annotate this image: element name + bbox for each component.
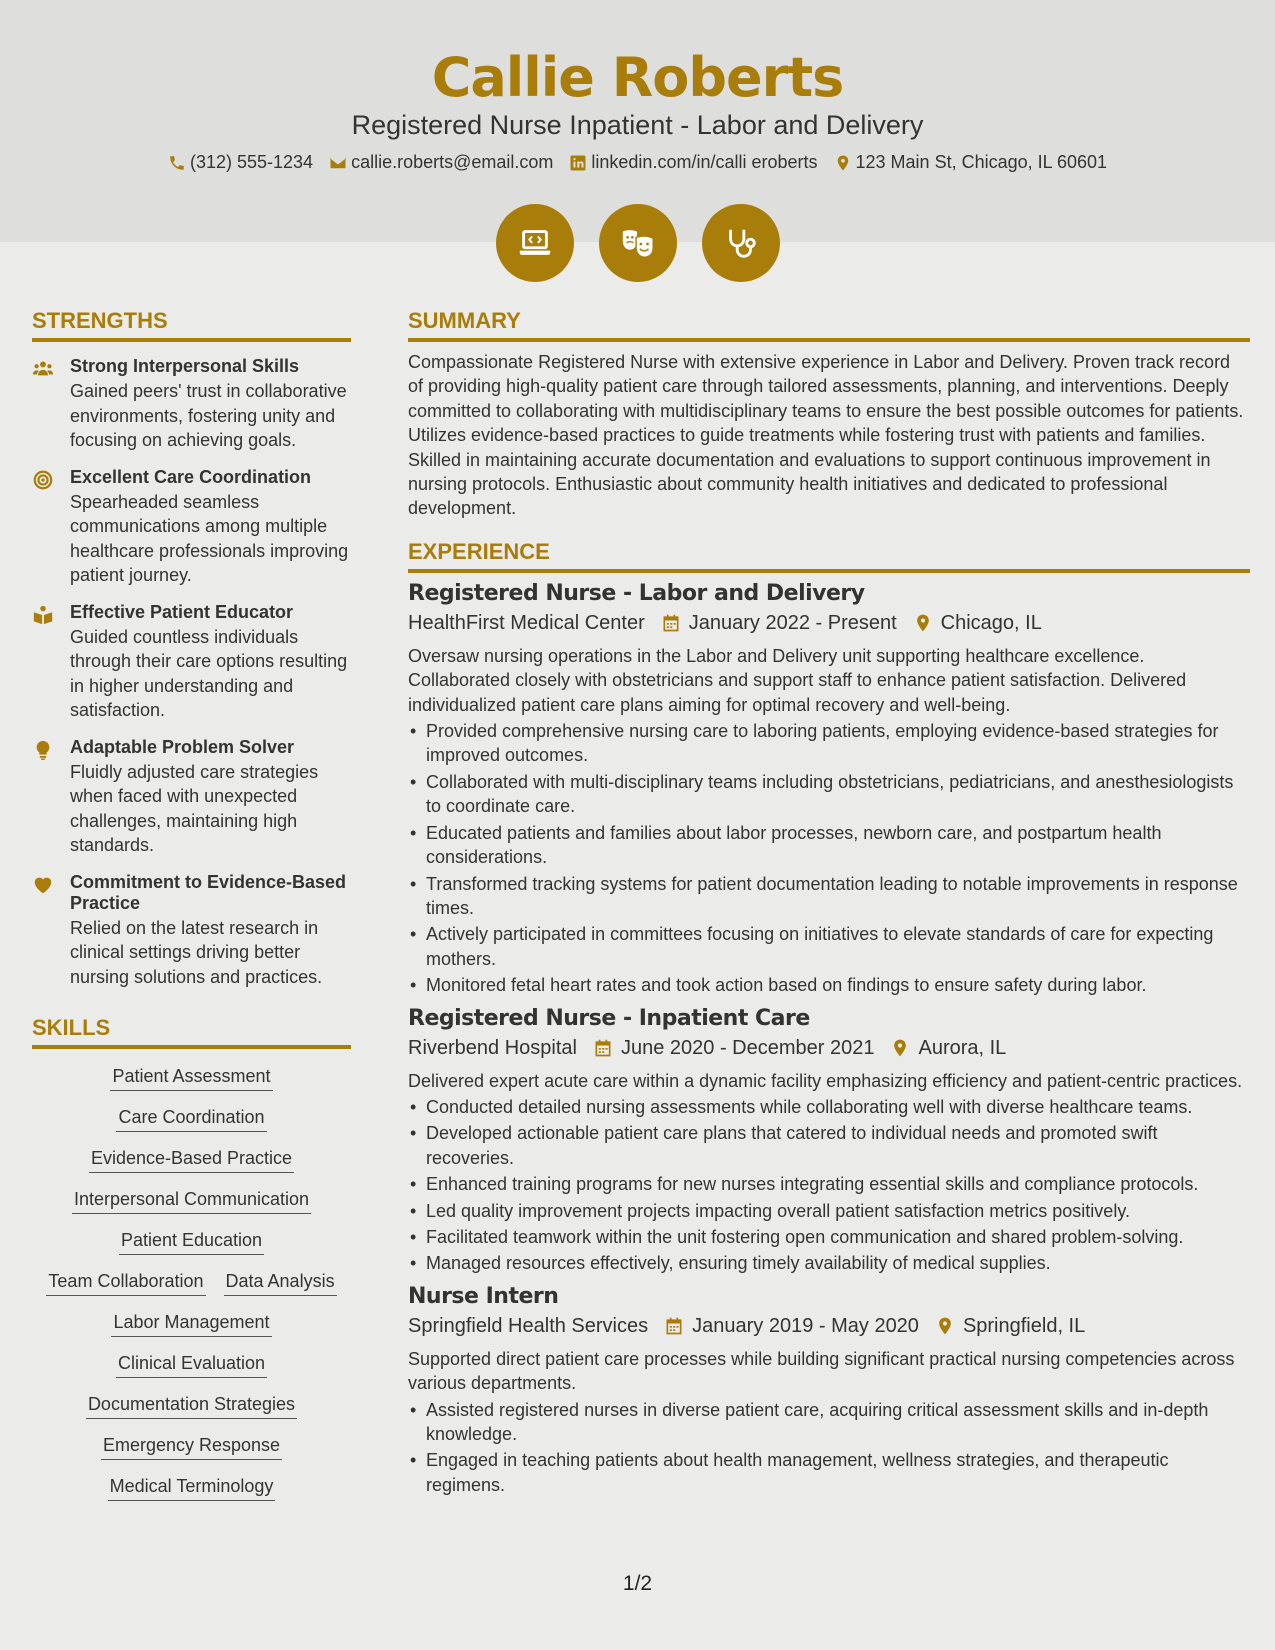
summary-heading: SUMMARY	[408, 308, 1250, 342]
right-column	[408, 308, 1250, 1497]
skill-tag: Documentation Strategies	[86, 1393, 297, 1419]
job-description: Supported direct patient care processes while building significant practical nursing competencies across various departments.	[408, 1348, 1235, 1394]
job-description: Oversaw nursing operations in the Labor and Delivery unit supporting healthcare excellence. Collaborated closely with obstetricians and support staff to enhance patient satisfaction. Delivered individualized patient care plans aiming for optimal recovery and well-being.	[408, 645, 1187, 715]
skill-tag: Care Coordination	[116, 1106, 266, 1132]
strength-item	[32, 602, 351, 723]
strength-title: Excellent Care Coordination	[70, 466, 312, 487]
contact-bar	[0, 152, 1275, 173]
strength-desc: Relied on the latest research in clinical settings driving better nursing solutions and practices.	[70, 917, 323, 987]
job-meta	[408, 1315, 1250, 1338]
bullet-item: • Educated patients and families about labor processes, newborn care, and postpartum health considerations.	[408, 821, 1250, 870]
bullet-item: • Developed actionable patient care plans that catered to individual needs and promoted swift recoveries.	[408, 1121, 1250, 1170]
laptop-code-icon	[496, 204, 574, 282]
calendar-icon	[593, 1038, 613, 1058]
job-company: Riverbend Hospital	[408, 1036, 577, 1059]
strength-title: Strong Interpersonal Skills	[70, 356, 300, 376]
summary-text: Compassionate Registered Nurse with extensive experience in Labor and Delivery. Proven track record of providing high-quality patient care through tailored assessments, planning, and interventions. Deeply committed to collaborating with multidisciplinary teams to ensure the best possible outcomes for patients. Utilizes evidence-based practices to guide treatments while fostering trust with patients and families. Skilled in maintaining accurate documentation and evaluations to support continuous improvement in nursing protocols. Enthusiastic about community health initiatives and dedicated to professional development.	[408, 352, 1244, 519]
job-dates: January 2019 - May 2020	[692, 1314, 919, 1337]
job-location: Springfield, IL	[962, 1314, 1086, 1337]
skills-list	[32, 1065, 351, 1501]
job-meta	[408, 612, 1250, 635]
strength-title: Adaptable Problem Solver	[70, 736, 295, 757]
job-title: Registered Nurse - Inpatient Care	[408, 1005, 810, 1031]
theater-masks-icon	[599, 204, 677, 282]
job-company: Springfield Health Services	[408, 1314, 649, 1337]
bullet-item: • Led quality improvement projects impacting overall patient satisfaction metrics positively.	[408, 1199, 1250, 1223]
job-title: Nurse Intern	[408, 1283, 559, 1309]
header-icon-row	[0, 204, 1275, 282]
job-description: Delivered expert acute care within a dynamic facility emphasizing efficiency and patient-centric practices.	[408, 1070, 1243, 1091]
book-reader-icon	[32, 602, 56, 723]
skill-tag: Clinical Evaluation	[116, 1352, 267, 1378]
strength-desc: Guided countless individuals through their care options resulting in higher understanding and satisfaction.	[70, 626, 348, 720]
job-entry	[408, 1284, 1250, 1497]
page-number: 1/2	[622, 1572, 653, 1595]
calendar-icon	[664, 1316, 684, 1336]
contact-email[interactable]	[329, 152, 553, 173]
skill-tag: Evidence-Based Practice	[89, 1147, 294, 1173]
skill-tag: Labor Management	[111, 1311, 271, 1337]
strength-desc: Gained peers' trust in collaborative environments, fostering unity and focusing on achieving goals.	[70, 381, 347, 450]
skill-tag: Emergency Response	[101, 1434, 282, 1460]
job-bullets	[408, 719, 1250, 997]
map-pin-icon	[913, 613, 933, 633]
phone-text: (312) 555-1234	[189, 152, 314, 172]
strength-item	[32, 356, 351, 453]
strength-desc: Fluidly adjusted care strategies when faced with unexpected challenges, maintaining high standards.	[70, 761, 319, 855]
email-text: callie.roberts@email.com	[351, 152, 554, 172]
address-text: 123 Main St, Chicago, IL 60601	[855, 152, 1108, 172]
skill-tag: Interpersonal Communication	[72, 1188, 311, 1214]
job-title: Registered Nurse - Labor and Delivery	[408, 580, 865, 606]
bullet-item: • Provided comprehensive nursing care to laboring patients, employing evidence-based strategies for improved outcomes.	[408, 719, 1250, 768]
strength-title: Commitment to Evidence-Based Practice	[70, 871, 347, 913]
bullet-item: • Actively participated in committees focusing on initiatives to elevate standards of care for expecting mothers.	[408, 922, 1250, 971]
skill-tag: Medical Terminology	[108, 1475, 276, 1501]
job-dates: January 2022 - Present	[688, 611, 897, 634]
strength-item	[32, 467, 351, 588]
strength-item	[32, 737, 351, 858]
bullet-item: • Managed resources effectively, ensuring timely availability of medical supplies.	[408, 1251, 1250, 1275]
job-location: Aurora, IL	[918, 1036, 1007, 1059]
bullet-item: • Facilitated teamwork within the unit fostering open communication and shared problem-solving.	[408, 1225, 1250, 1249]
stethoscope-icon	[702, 204, 780, 282]
map-pin-icon	[890, 1038, 910, 1058]
skill-tag: Team Collaboration	[46, 1270, 205, 1296]
left-column	[32, 308, 351, 1501]
job-location: Chicago, IL	[940, 611, 1042, 634]
experience-heading: EXPERIENCE	[408, 539, 1250, 573]
linkedin-icon	[569, 154, 587, 172]
bullet-item: • Assisted registered nurses in diverse patient care, acquiring critical assessment skills and in-depth knowledge.	[408, 1398, 1250, 1447]
strength-desc: Spearheaded seamless communications among multiple healthcare professionals improving patient journey.	[70, 491, 349, 585]
contact-linkedin[interactable]	[569, 152, 817, 173]
bullet-item: • Enhanced training programs for new nurses integrating essential skills and compliance protocols.	[408, 1172, 1250, 1196]
heart-icon	[32, 872, 56, 990]
phone-icon	[168, 154, 186, 172]
job-entry	[408, 581, 1250, 998]
bullet-item: • Transformed tracking systems for patient documentation leading to notable improvements in response times.	[408, 872, 1250, 921]
job-entry	[408, 1006, 1250, 1276]
skill-tag: Data Analysis	[224, 1270, 337, 1296]
bullet-item: • Engaged in teaching patients about health management, wellness strategies, and therapeutic regimens.	[408, 1448, 1250, 1497]
strength-item	[32, 872, 351, 990]
linkedin-text: linkedin.com/in/calli eroberts	[591, 152, 818, 172]
job-meta	[408, 1037, 1250, 1060]
skill-tag: Patient Assessment	[110, 1065, 272, 1091]
strengths-heading: STRENGTHS	[32, 308, 351, 342]
contact-address	[834, 152, 1108, 173]
calendar-icon	[661, 613, 681, 633]
bullet-item: • Monitored fetal heart rates and took action based on findings to ensure safety during labor.	[408, 973, 1250, 997]
job-company: HealthFirst Medical Center	[408, 611, 645, 634]
map-pin-icon	[834, 154, 852, 172]
job-dates: June 2020 - December 2021	[620, 1036, 875, 1059]
skill-tag: Patient Education	[119, 1229, 264, 1255]
lightbulb-icon	[32, 737, 56, 858]
job-bullets	[408, 1095, 1250, 1276]
candidate-name: Callie Roberts	[431, 46, 844, 109]
envelope-icon	[329, 154, 347, 172]
users-icon	[32, 356, 56, 453]
bullet-item: • Conducted detailed nursing assessments while collaborating well with diverse healthcare teams.	[408, 1095, 1250, 1119]
skills-heading: SKILLS	[32, 1015, 351, 1049]
strength-title: Effective Patient Educator	[70, 601, 294, 622]
bullet-item: • Collaborated with multi-disciplinary teams including obstetricians, pediatricians, and anesthesiologists to coordinate care.	[408, 770, 1250, 819]
map-pin-icon	[935, 1316, 955, 1336]
target-icon	[32, 467, 56, 588]
contact-phone[interactable]	[168, 152, 313, 173]
job-title-heading: Registered Nurse Inpatient - Labor and Delivery	[351, 110, 924, 140]
job-bullets	[408, 1398, 1250, 1498]
